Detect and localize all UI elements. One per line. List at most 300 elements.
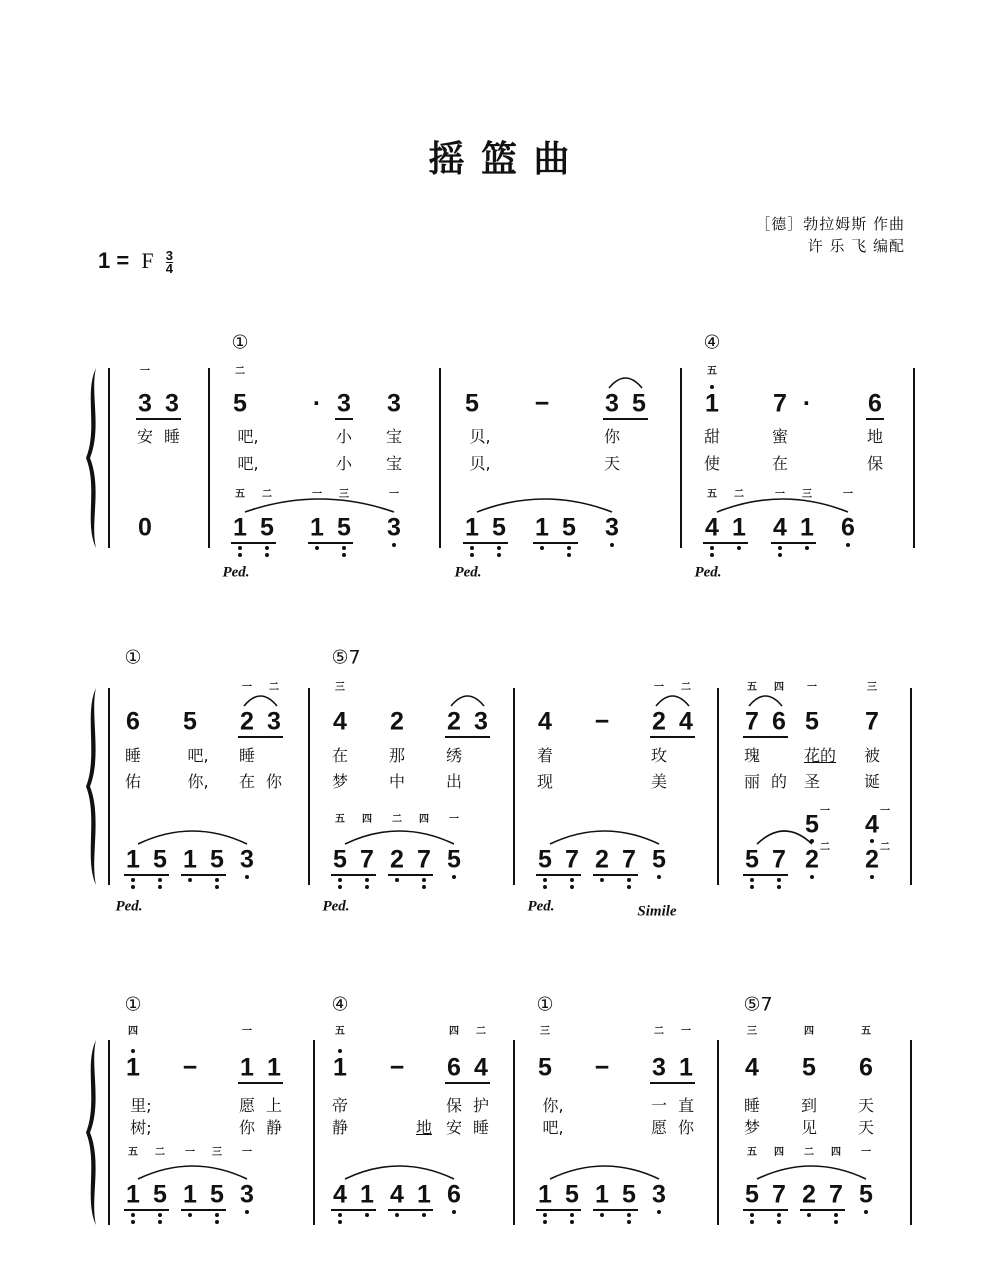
melody-note: 3 [267,707,281,736]
melody-note: 7 [745,707,759,736]
melody-note: 5 [465,389,479,418]
lyric-verse-1: 帝 [331,1096,349,1115]
melody-slur [451,696,484,706]
bass-note: 7 [829,1180,843,1209]
bass-note: 5 [622,1180,636,1209]
bass-slur [345,1166,454,1179]
bass-note: 3 [652,1180,666,1209]
octave-dot-below [452,875,456,879]
lyric-verse-1: 保 [445,1096,463,1115]
barline [910,688,912,885]
octave-dot-below [338,878,342,882]
chord-fingering: 一 [880,806,890,817]
octave-dot-below [567,553,571,557]
melody-note: 5 [183,707,197,736]
bass-note: 5 [210,845,224,874]
octave-dot-below [710,546,714,550]
melody-note: 5 [632,389,646,418]
melody-fingering: 二 [681,682,691,693]
lyric-verse-1: 睡 [238,746,256,765]
melody-slur [749,696,782,706]
melody-fingering: 一 [242,682,252,693]
lyric-verse-2: 使 [703,454,721,473]
melody-fingering: 五 [707,366,717,377]
melody-note: 5 [805,707,819,736]
octave-dot-below [805,546,809,550]
bass-fingering: 一 [389,489,399,500]
bass-note: 7 [417,845,431,874]
melody-note: 3 [605,389,619,418]
bass-chord-note: 5 [805,810,819,839]
octave-dot-below [497,546,501,550]
octave-dot-below [452,1210,456,1214]
lyric-verse-2: 出 [445,772,463,791]
melody-slur [656,696,689,706]
string-position-marker: ① [536,993,554,1016]
octave-dot-below [543,878,547,882]
melody-fingering: 四 [449,1026,459,1037]
simile-marking: Simile [637,903,677,920]
lyric-verse-2: 静 [265,1118,283,1137]
eighth-underline [124,1209,169,1211]
bass-fingering: 二 [392,814,402,825]
bass-note: 7 [772,845,786,874]
lyric-verse-2: 宝 [385,454,403,473]
bass-note: 3 [605,513,619,542]
eighth-underline [124,874,169,876]
melody-note: 3 [337,389,351,418]
melody-fingering: 五 [861,1026,871,1037]
octave-dot-below [245,1210,249,1214]
melody-note: − [594,707,610,736]
octave-dot-below [570,1220,574,1224]
bass-fingering: 五 [235,489,245,500]
octave-dot-below [810,875,814,879]
bass-note: 2 [390,845,404,874]
melody-fingering: 二 [654,1026,664,1037]
lyric-verse-1: 蜜 [771,427,789,446]
octave-dot-below [750,1220,754,1224]
octave-dot-below [610,543,614,547]
octave-dot-below [265,553,269,557]
melody-note: 4 [745,1053,759,1082]
melody-note: − [389,1053,405,1082]
barline [513,1040,515,1225]
bass-slur [717,499,848,512]
pedal-marking: Ped. [222,564,250,581]
bass-slur [550,831,659,844]
bass-fingering: 二 [155,1147,165,1158]
time-signature [165,247,173,276]
melody-note: 6 [447,1053,461,1082]
lyric-verse-2: 见 [800,1118,818,1137]
melody-note: 1 [679,1053,693,1082]
octave-dot-below [778,546,782,550]
bass-note: 4 [390,1180,404,1209]
melody-fingering: 一 [807,682,817,693]
octave-dot-below [395,1213,399,1217]
octave-dot-below [846,543,850,547]
octave-dot-below [245,875,249,879]
octave-dot-below [395,878,399,882]
melody-fingering: 四 [128,1026,138,1037]
octave-dot-above [710,385,714,389]
octave-dot-below [567,546,571,550]
lyric-verse-1: 绣 [445,746,463,765]
bass-note: 1 [183,845,197,874]
bass-fingering: 一 [861,1147,871,1158]
bass-note: 2 [865,845,879,874]
eighth-underline [593,874,638,876]
melody-slur [244,696,277,706]
bass-fingering: 三 [212,1147,222,1158]
melody-note: 1 [333,1053,347,1082]
chord-fingering: 二 [820,842,830,853]
lyric-verse-2: 你, [187,772,209,791]
string-position-marker: ⑤7 [743,993,773,1016]
barline [208,368,210,548]
octave-dot-below [215,1220,219,1224]
melody-note: 1 [705,389,719,418]
melody-note: 3 [138,389,152,418]
lyric-verse-1: 被 [863,746,881,765]
bass-fingering: 三 [802,489,812,500]
eighth-underline [536,874,581,876]
octave-dot-below [342,553,346,557]
bass-fingering: 五 [335,814,345,825]
chord-fingering: 二 [880,842,890,853]
lyric-verse-2: 你 [677,1118,695,1137]
bass-note: 5 [492,513,506,542]
lyric-verse-1: 护 [472,1096,490,1115]
bass-slur [345,831,454,844]
bass-fingering: 一 [312,489,322,500]
octave-dot-below [470,553,474,557]
octave-dot-below [777,1220,781,1224]
octave-dot-below [570,1213,574,1217]
bass-fingering: 四 [362,814,372,825]
lyric-verse-2: 的 [770,772,788,791]
bass-fingering: 四 [419,814,429,825]
eighth-underline [866,418,884,420]
melody-note: − [534,389,550,418]
bass-note: 1 [126,1180,140,1209]
bass-note: 1 [360,1180,374,1209]
octave-dot-below [750,878,754,882]
eighth-underline [533,542,578,544]
lyric-verse-2: 吧, [237,454,259,473]
bass-slur [757,1166,866,1179]
melody-note: 6 [868,389,882,418]
lyric-verse-2: 中 [388,772,406,791]
melody-note: 2 [652,707,666,736]
melody-note: 3 [165,389,179,418]
bass-note: 5 [210,1180,224,1209]
bass-note: 7 [622,845,636,874]
octave-dot-below [365,878,369,882]
lyric-verse-2: 小 [335,454,353,473]
melody-fingering: 一 [681,1026,691,1037]
melody-note: 4 [538,707,552,736]
bass-note: 2 [595,845,609,874]
octave-dot-below [627,885,631,889]
system-brace [86,368,96,548]
string-position-marker: ⑤7 [331,646,361,669]
bass-note: 5 [260,513,274,542]
barline [108,1040,110,1225]
lyric-verse-1: 天 [857,1096,875,1115]
octave-dot-below [131,1213,135,1217]
bass-note: 6 [841,513,855,542]
octave-dot-below [131,885,135,889]
barline [108,688,110,885]
lyric-verse-1: 你 [603,427,621,446]
lyric-verse-1: 甜 [703,427,721,446]
lyric-verse-1: 那 [388,746,406,765]
melody-note: 6 [859,1053,873,1082]
octave-dot-below [807,1213,811,1217]
lyric-verse-1: 上 [265,1096,283,1115]
lyric-verse-2: 愿 [650,1118,668,1137]
string-position-marker: ④ [331,993,349,1016]
octave-dot-below [870,875,874,879]
octave-dot-below [131,1220,135,1224]
barline [313,1040,315,1225]
bass-fingering: 四 [774,1147,784,1158]
octave-dot-below [338,1213,342,1217]
bass-fingering: 一 [242,1147,252,1158]
bass-slur [477,499,612,512]
bass-note: 3 [387,513,401,542]
octave-dot-below [870,839,874,843]
octave-dot-below [657,875,661,879]
melody-note: 3 [387,389,401,418]
octave-dot-below [627,878,631,882]
melody-fingering: 三 [335,682,345,693]
octave-dot-below [158,1213,162,1217]
octave-dot-below [215,885,219,889]
eighth-underline [743,874,788,876]
bass-fingering: 五 [747,1147,757,1158]
octave-dot-below [737,546,741,550]
bass-fingering: 五 [128,1147,138,1158]
lyric-verse-1: 吧, [237,427,259,446]
lyric-verse-2: 天 [603,454,621,473]
melody-note: 5 [538,1053,552,1082]
eighth-underline [536,1209,581,1211]
bass-fingering: 一 [185,1147,195,1158]
bass-note: 5 [565,1180,579,1209]
bass-note: 3 [240,845,254,874]
octave-dot-below [750,1213,754,1217]
lyric-verse-1: 地 [866,427,884,446]
barline [717,688,719,885]
melody-note: · [312,389,322,418]
eighth-underline [463,542,508,544]
octave-dot-below [497,553,501,557]
bass-note: 1 [595,1180,609,1209]
lyric-verse-1: 宝 [385,427,403,446]
eighth-underline [181,1209,226,1211]
octave-dot-below [600,878,604,882]
melody-note: 4 [474,1053,488,1082]
melody-fingering: 二 [269,682,279,693]
eighth-underline [331,1209,376,1211]
bass-fingering: 三 [339,489,349,500]
eighth-underline [800,1209,845,1211]
octave-dot-below [422,1213,426,1217]
melody-note: 1 [126,1053,140,1082]
barline [439,368,441,548]
octave-dot-below [710,553,714,557]
octave-dot-below [338,885,342,889]
octave-dot-below [188,1213,192,1217]
lyric-verse-1: 贝, [469,427,491,446]
melody-note: 7 [773,389,787,418]
bass-note: 1 [465,513,479,542]
eighth-underline [650,736,695,738]
octave-dot-below [777,885,781,889]
bass-slur [138,1166,247,1179]
time-numerator: 3 [165,247,173,263]
melody-fingering: 四 [774,682,784,693]
lyric-verse-2: 树; [130,1118,152,1137]
chord-fingering: 一 [820,806,830,817]
key-label: 1 = [98,248,136,273]
lyric-verse-1: 吧, [187,746,209,765]
melody-note: 2 [390,707,404,736]
system-brace [86,688,96,885]
octave-dot-below [627,1213,631,1217]
bass-note: 5 [447,845,461,874]
composer-credit: ［德］勃拉姆斯 作曲 [755,215,905,233]
melody-note: 5 [233,389,247,418]
lyric-verse-2: 天 [857,1118,875,1137]
octave-dot-below [238,546,242,550]
melody-note: − [594,1053,610,1082]
bass-fingering: 一 [843,489,853,500]
octave-dot-below [392,543,396,547]
lyric-verse-1: 玫 [650,746,668,765]
bass-fingering: 二 [804,1147,814,1158]
melody-fingering: 五 [747,682,757,693]
melody-note: 3 [652,1053,666,1082]
lyric-verse-2: 睡 [472,1118,490,1137]
melody-fingering: 三 [867,682,877,693]
lyric-verse-1: 你, [542,1096,564,1115]
barline [910,1040,912,1225]
barline [913,368,915,548]
octave-dot-above [131,1049,135,1053]
barline [717,1040,719,1225]
pedal-marking: Ped. [454,564,482,581]
lyric-verse-2: 梦 [743,1118,761,1137]
octave-dot-below [543,885,547,889]
octave-dot-below [543,1220,547,1224]
lyric-verse-1: 睡 [124,746,142,765]
melody-note: 5 [802,1053,816,1082]
bass-note: 7 [360,845,374,874]
melody-fingering: 一 [242,1026,252,1037]
eighth-underline [593,1209,638,1211]
octave-dot-below [158,885,162,889]
lyric-verse-2: 你 [265,772,283,791]
melody-note: 1 [240,1053,254,1082]
score-title: 摇 篮 曲 [428,139,572,180]
bass-note: 1 [800,513,814,542]
bass-note: 5 [153,845,167,874]
lyric-verse-2: 在 [238,772,256,791]
bass-note: 1 [126,845,140,874]
lyric-verse-2: 贝, [469,454,491,473]
string-position-marker: ④ [703,331,721,354]
lyric-verse-1: 小 [335,427,353,446]
eighth-underline [238,1082,283,1084]
bass-fingering: 一 [775,489,785,500]
pedal-marking: Ped. [115,898,143,915]
melody-note: 2 [240,707,254,736]
lyric-verse-2: 现 [536,772,554,791]
lyric-verse-2: 保 [866,454,884,473]
bass-note: 2 [805,845,819,874]
lyric-verse-2: 佑 [124,772,142,791]
octave-dot-below [834,1220,838,1224]
melody-slur [609,378,642,388]
barline [513,688,515,885]
eighth-underline [445,1082,490,1084]
bass-note: 5 [859,1180,873,1209]
octave-dot-below [365,885,369,889]
octave-dot-below [158,1220,162,1224]
bass-note: 4 [705,513,719,542]
bass-note: 1 [538,1180,552,1209]
bass-note: 5 [652,845,666,874]
lyric-verse-1: 到 [800,1096,818,1115]
bass-note: 5 [745,845,759,874]
octave-dot-below [158,878,162,882]
lyric-verse-1: 睡 [163,427,181,446]
lyric-verse-2: 在 [771,454,789,473]
lyric-verse-1: 花的 [803,746,837,765]
bass-note: 1 [183,1180,197,1209]
bass-fingering: 一 [449,814,459,825]
lyric-verse-1: 里; [130,1096,152,1115]
pedal-marking: Ped. [694,564,722,581]
bass-note: 5 [337,513,351,542]
melody-note: 3 [474,707,488,736]
eighth-underline [743,736,788,738]
melody-note: 4 [679,707,693,736]
key-name: F [141,248,154,273]
bass-slur [138,831,247,844]
time-denominator: 4 [165,260,173,276]
melody-fingering: 三 [747,1026,757,1037]
string-position-marker: ① [231,331,249,354]
eighth-underline [650,1082,695,1084]
octave-dot-below [864,1210,868,1214]
octave-dot-below [315,546,319,550]
lyric-verse-2: 圣 [803,772,821,791]
lyric-verse-1: 一 [650,1096,668,1115]
eighth-underline [703,542,748,544]
octave-dot-below [657,1210,661,1214]
octave-dot-above [338,1049,342,1053]
bass-note: 2 [802,1180,816,1209]
octave-dot-below [422,878,426,882]
string-position-marker: ① [124,646,142,669]
octave-dot-below [338,1220,342,1224]
lyric-verse-1: 愿 [238,1096,256,1115]
